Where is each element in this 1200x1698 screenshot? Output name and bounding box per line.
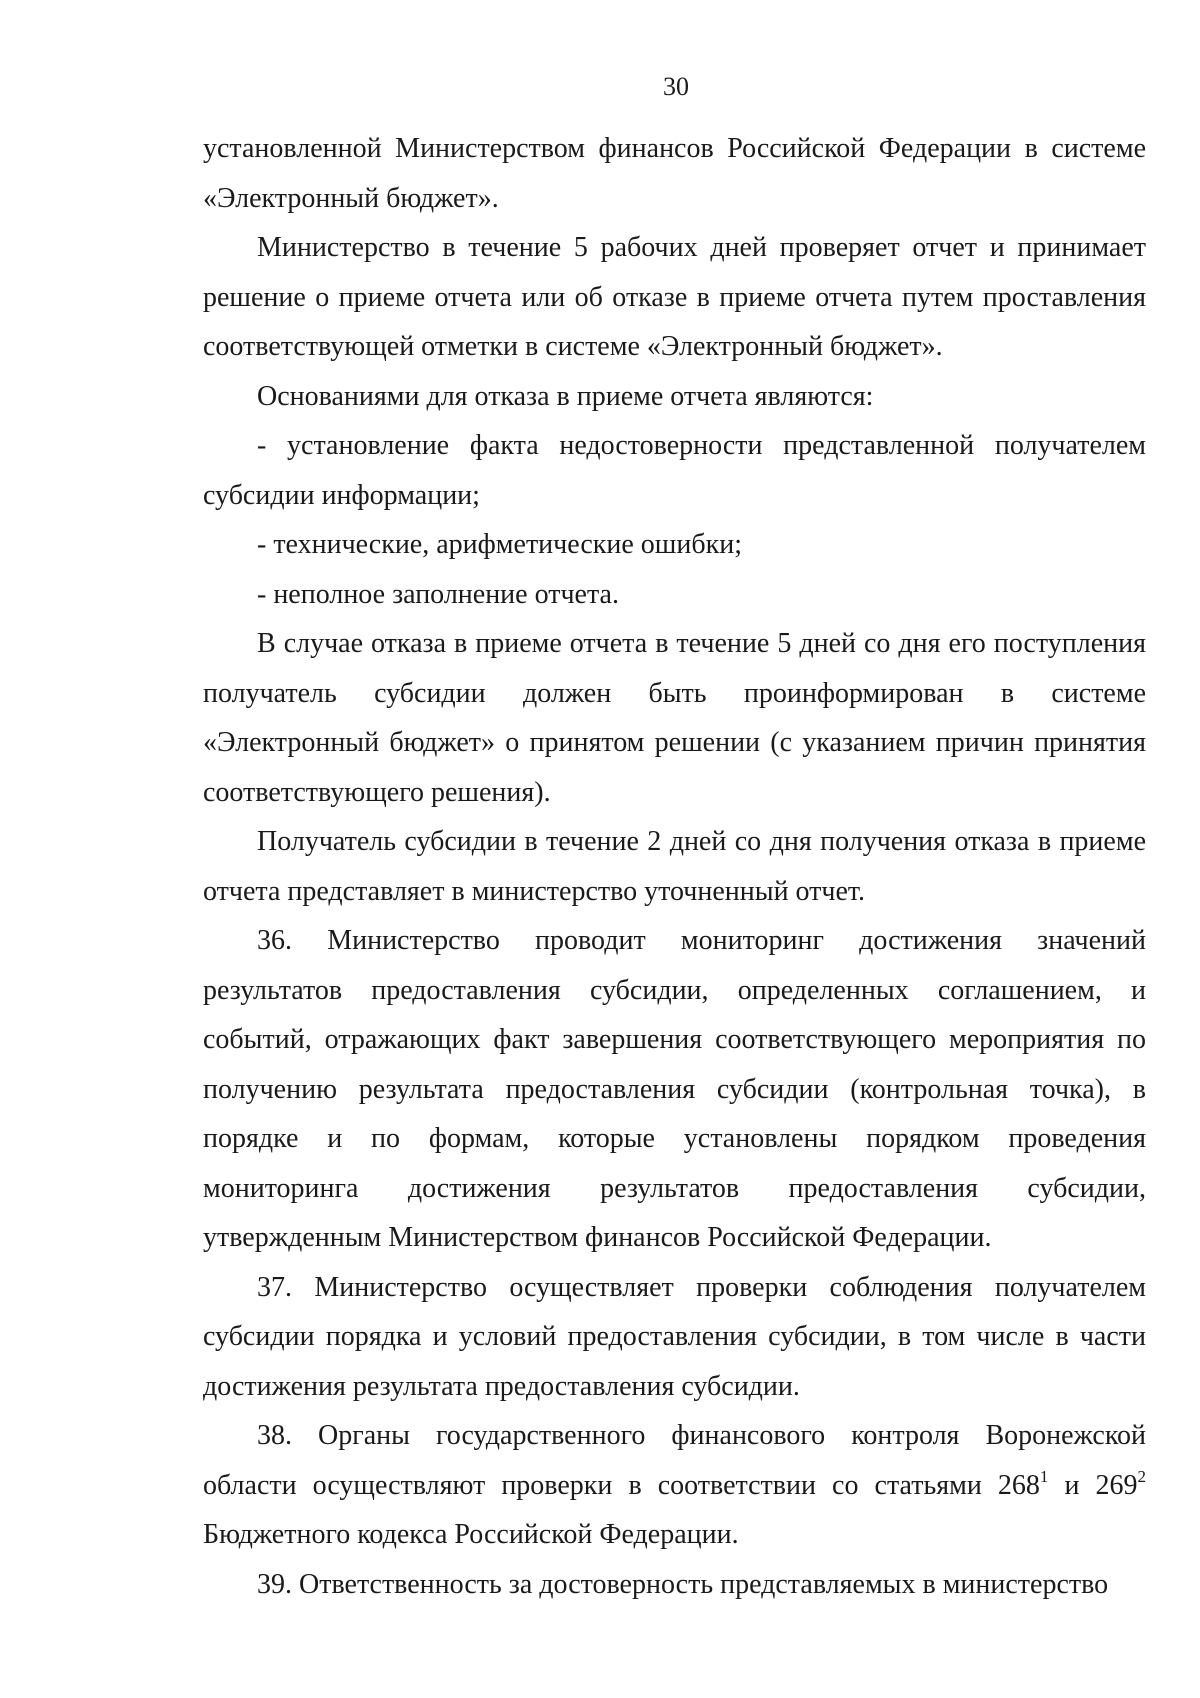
clause-37: 37. Министерство осуществляет проверки соблюдения получателем субсидии порядка и условий предоставления субсидии, в том числе в части достижения результата предоставления субсидии.	[203, 1271, 1146, 1402]
superscript: 2	[1137, 1466, 1147, 1486]
clause-39: 39. Ответственность за достоверность представляемых в министерство	[257, 1568, 1109, 1600]
clause-38	[203, 1411, 1146, 1560]
clause-38-text-3: Бюджетного кодекса Российской Федерации.	[203, 1519, 739, 1550]
superscript: 1	[1039, 1466, 1049, 1486]
page-number: 30	[663, 72, 689, 101]
paragraph: Получатель субсидии в течение 2 дней со дня получения отказа в приеме отчета представляет в министерство уточненный отчет.	[203, 826, 1146, 907]
list-item: - неполное заполнение отчета.	[257, 578, 619, 610]
paragraph: установленной Министерством финансов Российской Федерации в системе «Электронный бюджет».	[203, 133, 1146, 214]
paragraph: Основаниями для отказа в приеме отчета являются:	[257, 380, 874, 412]
list-item: - технические, арифметические ошибки;	[257, 529, 742, 560]
clause-38-text-2: и 269	[1048, 1469, 1138, 1501]
list-item: - установление факта недостоверности представленной получателем субсидии информации;	[203, 430, 1146, 511]
paragraph: В случае отказа в приеме отчета в течение 5 дней со дня его поступления получатель субсидии должен быть проинформирован в системе «Электронный бюджет» о принятом решении (с указанием причин принятия соответствующего решения).	[203, 628, 1146, 808]
document-body	[203, 124, 1146, 1609]
paragraph: Министерство в течение 5 рабочих дней проверяет отчет и принимает решение о приеме отчета или об отказе в приеме отчета путем проставления соответствующей отметки в системе «Электронный бюджет».	[203, 232, 1146, 362]
clause-38-text-1: 38. Органы государственного финансового контроля Воронежской области осуществляют проверки в соответствии со статьями 268	[203, 1420, 1146, 1501]
clause-36: 36. Министерство проводит мониторинг достижения значений результатов предоставления субсидии, определенных соглашением, и событий, отражающих факт завершения соответствующего мероприятия по получению результата предоставления субсидии (контрольная точка), в порядке и по формам, которые установлены порядком проведения мониторинга достижения результатов предоставления субсидии, утвержденным Министерством финансов Российской Федерации.	[203, 925, 1146, 1253]
